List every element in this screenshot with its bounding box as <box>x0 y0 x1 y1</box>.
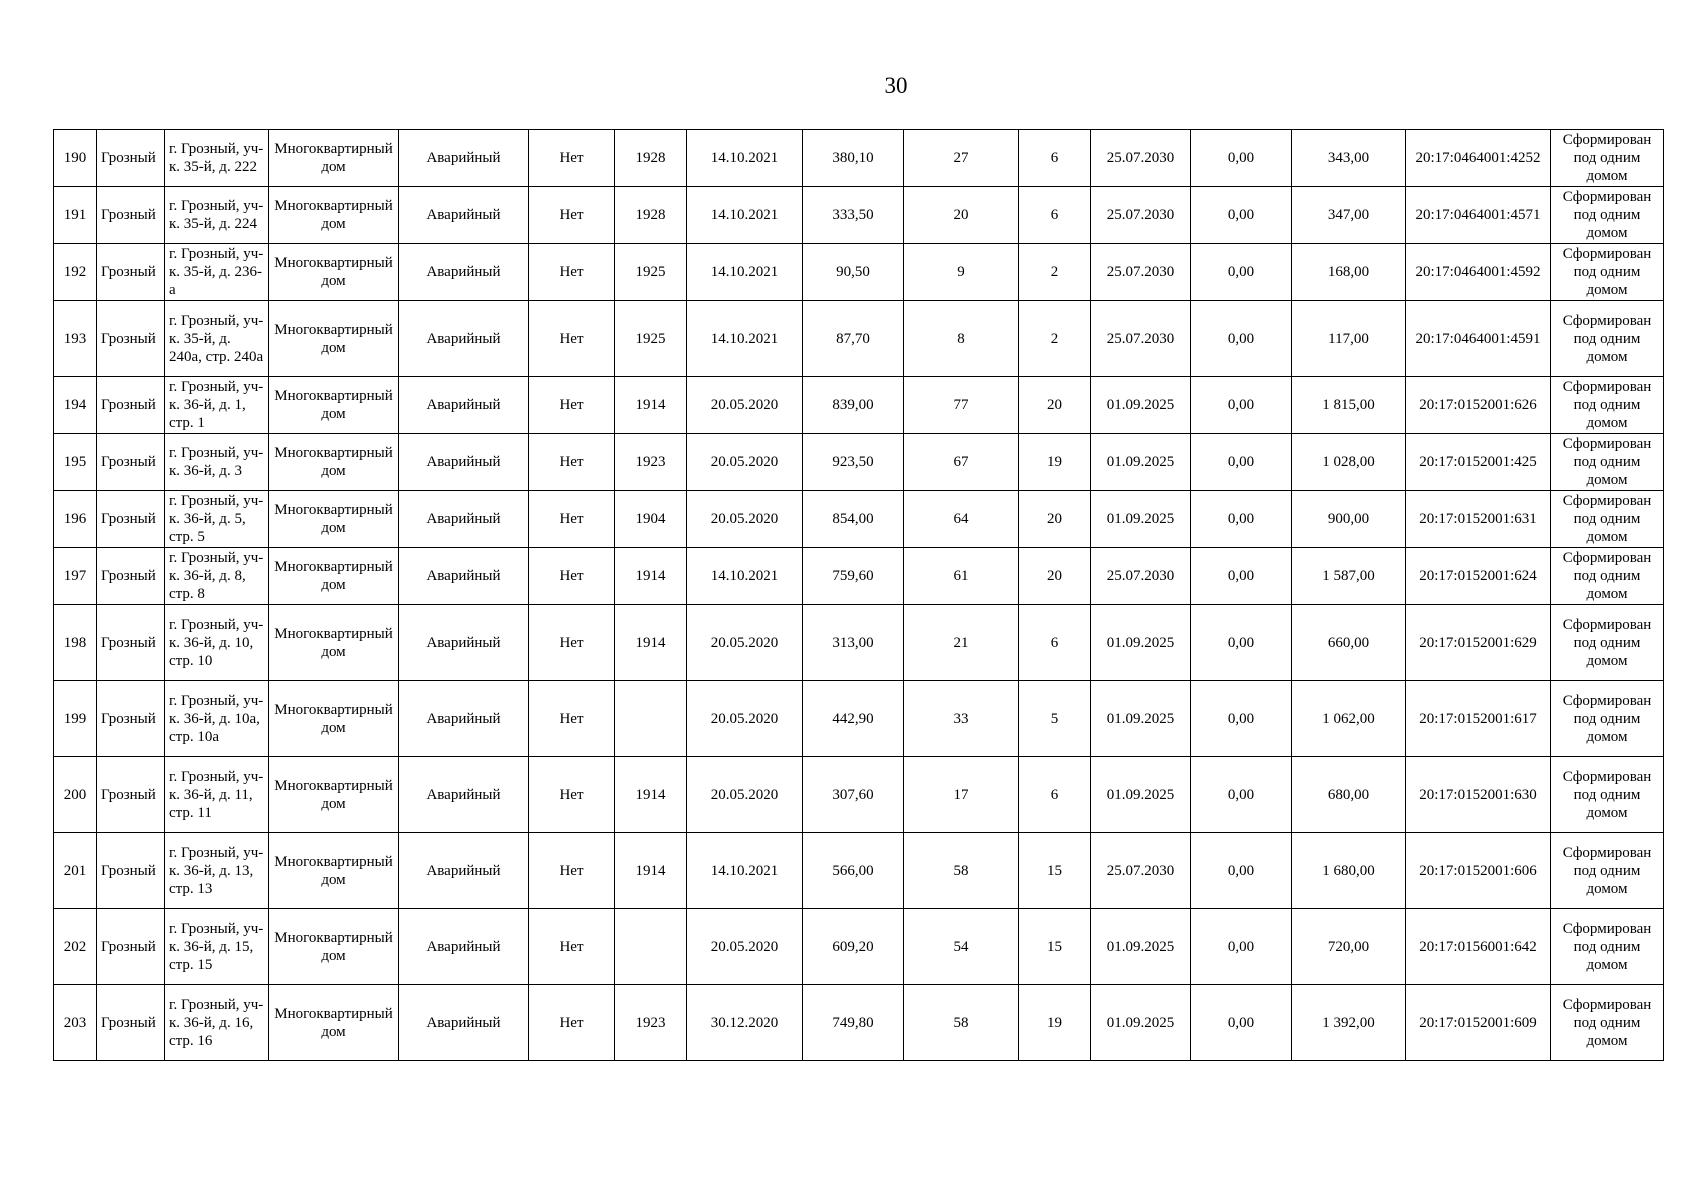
address: г. Грозный, уч-к. 36-й, д. 5, стр. 5 <box>165 491 269 548</box>
cadastral-number: 20:17:0152001:425 <box>1406 434 1551 491</box>
year-built <box>615 681 687 757</box>
value1: 0,00 <box>1191 434 1292 491</box>
year-built: 1914 <box>615 833 687 909</box>
area: 333,50 <box>803 187 904 244</box>
value2: 720,00 <box>1292 909 1406 985</box>
area: 923,50 <box>803 434 904 491</box>
table-row <box>54 548 1664 605</box>
residents: 20 <box>904 187 1019 244</box>
condition: Аварийный <box>399 434 529 491</box>
deadline: 01.09.2025 <box>1091 605 1191 681</box>
land-status: Сформирован под одним домом <box>1551 605 1664 681</box>
recognition-date: 20.05.2020 <box>687 909 803 985</box>
row-number: 191 <box>54 187 97 244</box>
area: 442,90 <box>803 681 904 757</box>
deadline: 01.09.2025 <box>1091 909 1191 985</box>
address: г. Грозный, уч-к. 36-й, д. 13, стр. 13 <box>165 833 269 909</box>
city: Грозный <box>97 681 165 757</box>
house-type: Многоквартирный дом <box>269 605 399 681</box>
house-type: Многоквартирный дом <box>269 757 399 833</box>
flag: Нет <box>529 681 615 757</box>
deadline: 01.09.2025 <box>1091 491 1191 548</box>
area: 87,70 <box>803 301 904 377</box>
value2: 1 680,00 <box>1292 833 1406 909</box>
year-built: 1914 <box>615 757 687 833</box>
city: Грозный <box>97 434 165 491</box>
value1: 0,00 <box>1191 491 1292 548</box>
deadline: 25.07.2030 <box>1091 130 1191 187</box>
address: г. Грозный, уч-к. 35-й, д. 224 <box>165 187 269 244</box>
value2: 680,00 <box>1292 757 1406 833</box>
address: г. Грозный, уч-к. 36-й, д. 3 <box>165 434 269 491</box>
address: г. Грозный, уч-к. 35-й, д. 222 <box>165 130 269 187</box>
address: г. Грозный, уч-к. 35-й, д. 240а, стр. 240а <box>165 301 269 377</box>
apartments: 20 <box>1019 377 1091 434</box>
land-status: Сформирован под одним домом <box>1551 681 1664 757</box>
land-status: Сформирован под одним домом <box>1551 491 1664 548</box>
condition: Аварийный <box>399 377 529 434</box>
table-row <box>54 187 1664 244</box>
cadastral-number: 20:17:0152001:609 <box>1406 985 1551 1061</box>
value1: 0,00 <box>1191 681 1292 757</box>
value2: 1 028,00 <box>1292 434 1406 491</box>
value1: 0,00 <box>1191 548 1292 605</box>
table-row <box>54 909 1664 985</box>
city: Грозный <box>97 377 165 434</box>
deadline: 01.09.2025 <box>1091 681 1191 757</box>
area: 854,00 <box>803 491 904 548</box>
recognition-date: 20.05.2020 <box>687 605 803 681</box>
table-row <box>54 985 1664 1061</box>
table-row <box>54 605 1664 681</box>
house-type: Многоквартирный дом <box>269 244 399 301</box>
cadastral-number: 20:17:0464001:4571 <box>1406 187 1551 244</box>
table-row <box>54 130 1664 187</box>
house-type: Многоквартирный дом <box>269 681 399 757</box>
apartments: 20 <box>1019 548 1091 605</box>
table-body <box>54 130 1664 1061</box>
city: Грозный <box>97 985 165 1061</box>
cadastral-number: 20:17:0152001:631 <box>1406 491 1551 548</box>
condition: Аварийный <box>399 244 529 301</box>
residents: 8 <box>904 301 1019 377</box>
cadastral-number: 20:17:0152001:626 <box>1406 377 1551 434</box>
deadline: 01.09.2025 <box>1091 434 1191 491</box>
value2: 660,00 <box>1292 605 1406 681</box>
deadline: 01.09.2025 <box>1091 757 1191 833</box>
house-type: Многоквартирный дом <box>269 187 399 244</box>
house-type: Многоквартирный дом <box>269 548 399 605</box>
land-status: Сформирован под одним домом <box>1551 909 1664 985</box>
address: г. Грозный, уч-к. 36-й, д. 15, стр. 15 <box>165 909 269 985</box>
value1: 0,00 <box>1191 833 1292 909</box>
table-row <box>54 377 1664 434</box>
house-type: Многоквартирный дом <box>269 301 399 377</box>
table-row <box>54 244 1664 301</box>
recognition-date: 20.05.2020 <box>687 757 803 833</box>
table-row <box>54 491 1664 548</box>
area: 380,10 <box>803 130 904 187</box>
year-built: 1923 <box>615 985 687 1061</box>
residents: 77 <box>904 377 1019 434</box>
apartments: 6 <box>1019 187 1091 244</box>
recognition-date: 20.05.2020 <box>687 491 803 548</box>
deadline: 01.09.2025 <box>1091 985 1191 1061</box>
cadastral-number: 20:17:0152001:606 <box>1406 833 1551 909</box>
recognition-date: 14.10.2021 <box>687 244 803 301</box>
deadline: 25.07.2030 <box>1091 244 1191 301</box>
residents: 64 <box>904 491 1019 548</box>
house-type: Многоквартирный дом <box>269 833 399 909</box>
cadastral-number: 20:17:0152001:630 <box>1406 757 1551 833</box>
value1: 0,00 <box>1191 244 1292 301</box>
house-type: Многоквартирный дом <box>269 909 399 985</box>
condition: Аварийный <box>399 187 529 244</box>
city: Грозный <box>97 833 165 909</box>
area: 313,00 <box>803 605 904 681</box>
apartments: 5 <box>1019 681 1091 757</box>
condition: Аварийный <box>399 605 529 681</box>
row-number: 190 <box>54 130 97 187</box>
cadastral-number: 20:17:0464001:4591 <box>1406 301 1551 377</box>
city: Грозный <box>97 301 165 377</box>
recognition-date: 20.05.2020 <box>687 681 803 757</box>
city: Грозный <box>97 548 165 605</box>
flag: Нет <box>529 434 615 491</box>
value1: 0,00 <box>1191 605 1292 681</box>
apartments: 6 <box>1019 605 1091 681</box>
city: Грозный <box>97 130 165 187</box>
condition: Аварийный <box>399 301 529 377</box>
value1: 0,00 <box>1191 187 1292 244</box>
cadastral-number: 20:17:0152001:624 <box>1406 548 1551 605</box>
value1: 0,00 <box>1191 985 1292 1061</box>
value2: 1 392,00 <box>1292 985 1406 1061</box>
condition: Аварийный <box>399 833 529 909</box>
land-status: Сформирован под одним домом <box>1551 833 1664 909</box>
condition: Аварийный <box>399 757 529 833</box>
condition: Аварийный <box>399 985 529 1061</box>
recognition-date: 14.10.2021 <box>687 187 803 244</box>
house-type: Многоквартирный дом <box>269 434 399 491</box>
year-built: 1928 <box>615 187 687 244</box>
address: г. Грозный, уч-к. 36-й, д. 11, стр. 11 <box>165 757 269 833</box>
apartments: 20 <box>1019 491 1091 548</box>
value2: 117,00 <box>1292 301 1406 377</box>
row-number: 200 <box>54 757 97 833</box>
page-number: 30 <box>884 73 908 98</box>
address: г. Грозный, уч-к. 36-й, д. 16, стр. 16 <box>165 985 269 1061</box>
year-built: 1904 <box>615 491 687 548</box>
flag: Нет <box>529 605 615 681</box>
value2: 168,00 <box>1292 244 1406 301</box>
condition: Аварийный <box>399 491 529 548</box>
city: Грозный <box>97 757 165 833</box>
house-type: Многоквартирный дом <box>269 491 399 548</box>
flag: Нет <box>529 491 615 548</box>
land-status: Сформирован под одним домом <box>1551 187 1664 244</box>
flag: Нет <box>529 187 615 244</box>
cadastral-number: 20:17:0152001:629 <box>1406 605 1551 681</box>
year-built <box>615 909 687 985</box>
deadline: 25.07.2030 <box>1091 301 1191 377</box>
city: Грозный <box>97 605 165 681</box>
table-row <box>54 757 1664 833</box>
row-number: 201 <box>54 833 97 909</box>
recognition-date: 20.05.2020 <box>687 434 803 491</box>
city: Грозный <box>97 244 165 301</box>
row-number: 202 <box>54 909 97 985</box>
area: 566,00 <box>803 833 904 909</box>
deadline: 25.07.2030 <box>1091 548 1191 605</box>
address: г. Грозный, уч-к. 36-й, д. 10а, стр. 10а <box>165 681 269 757</box>
condition: Аварийный <box>399 548 529 605</box>
flag: Нет <box>529 833 615 909</box>
residents: 17 <box>904 757 1019 833</box>
row-number: 193 <box>54 301 97 377</box>
deadline: 01.09.2025 <box>1091 377 1191 434</box>
residents: 61 <box>904 548 1019 605</box>
flag: Нет <box>529 244 615 301</box>
residents: 33 <box>904 681 1019 757</box>
year-built: 1928 <box>615 130 687 187</box>
recognition-date: 14.10.2021 <box>687 548 803 605</box>
condition: Аварийный <box>399 130 529 187</box>
table-row <box>54 833 1664 909</box>
value1: 0,00 <box>1191 301 1292 377</box>
recognition-date: 14.10.2021 <box>687 833 803 909</box>
value1: 0,00 <box>1191 130 1292 187</box>
residents: 27 <box>904 130 1019 187</box>
area: 90,50 <box>803 244 904 301</box>
table-row <box>54 681 1664 757</box>
year-built: 1914 <box>615 377 687 434</box>
cadastral-number: 20:17:0464001:4592 <box>1406 244 1551 301</box>
apartments: 2 <box>1019 301 1091 377</box>
land-status: Сформирован под одним домом <box>1551 130 1664 187</box>
row-number: 203 <box>54 985 97 1061</box>
recognition-date: 30.12.2020 <box>687 985 803 1061</box>
city: Грозный <box>97 491 165 548</box>
land-status: Сформирован под одним домом <box>1551 244 1664 301</box>
housing-table <box>53 129 1664 1061</box>
table-row <box>54 434 1664 491</box>
table-row <box>54 301 1664 377</box>
apartments: 2 <box>1019 244 1091 301</box>
flag: Нет <box>529 985 615 1061</box>
flag: Нет <box>529 301 615 377</box>
year-built: 1923 <box>615 434 687 491</box>
land-status: Сформирован под одним домом <box>1551 301 1664 377</box>
residents: 21 <box>904 605 1019 681</box>
area: 307,60 <box>803 757 904 833</box>
recognition-date: 14.10.2021 <box>687 130 803 187</box>
land-status: Сформирован под одним домом <box>1551 434 1664 491</box>
city: Грозный <box>97 909 165 985</box>
year-built: 1914 <box>615 548 687 605</box>
row-number: 197 <box>54 548 97 605</box>
row-number: 199 <box>54 681 97 757</box>
cadastral-number: 20:17:0156001:642 <box>1406 909 1551 985</box>
row-number: 195 <box>54 434 97 491</box>
flag: Нет <box>529 548 615 605</box>
residents: 67 <box>904 434 1019 491</box>
apartments: 15 <box>1019 909 1091 985</box>
recognition-date: 20.05.2020 <box>687 377 803 434</box>
house-type: Многоквартирный дом <box>269 377 399 434</box>
apartments: 19 <box>1019 434 1091 491</box>
area: 759,60 <box>803 548 904 605</box>
year-built: 1925 <box>615 244 687 301</box>
address: г. Грозный, уч-к. 35-й, д. 236-а <box>165 244 269 301</box>
value2: 347,00 <box>1292 187 1406 244</box>
value2: 1 062,00 <box>1292 681 1406 757</box>
value1: 0,00 <box>1191 909 1292 985</box>
residents: 58 <box>904 985 1019 1061</box>
value1: 0,00 <box>1191 377 1292 434</box>
apartments: 19 <box>1019 985 1091 1061</box>
address: г. Грозный, уч-к. 36-й, д. 1, стр. 1 <box>165 377 269 434</box>
land-status: Сформирован под одним домом <box>1551 757 1664 833</box>
house-type: Многоквартирный дом <box>269 130 399 187</box>
row-number: 194 <box>54 377 97 434</box>
deadline: 25.07.2030 <box>1091 833 1191 909</box>
recognition-date: 14.10.2021 <box>687 301 803 377</box>
residents: 54 <box>904 909 1019 985</box>
row-number: 192 <box>54 244 97 301</box>
year-built: 1925 <box>615 301 687 377</box>
residents: 58 <box>904 833 1019 909</box>
apartments: 15 <box>1019 833 1091 909</box>
house-type: Многоквартирный дом <box>269 985 399 1061</box>
address: г. Грозный, уч-к. 36-й, д. 10, стр. 10 <box>165 605 269 681</box>
cadastral-number: 20:17:0464001:4252 <box>1406 130 1551 187</box>
condition: Аварийный <box>399 681 529 757</box>
area: 749,80 <box>803 985 904 1061</box>
cadastral-number: 20:17:0152001:617 <box>1406 681 1551 757</box>
value2: 1 815,00 <box>1292 377 1406 434</box>
city: Грозный <box>97 187 165 244</box>
residents: 9 <box>904 244 1019 301</box>
area: 839,00 <box>803 377 904 434</box>
deadline: 25.07.2030 <box>1091 187 1191 244</box>
land-status: Сформирован под одним домом <box>1551 377 1664 434</box>
apartments: 6 <box>1019 130 1091 187</box>
condition: Аварийный <box>399 909 529 985</box>
value2: 343,00 <box>1292 130 1406 187</box>
flag: Нет <box>529 909 615 985</box>
row-number: 196 <box>54 491 97 548</box>
value1: 0,00 <box>1191 757 1292 833</box>
apartments: 6 <box>1019 757 1091 833</box>
flag: Нет <box>529 757 615 833</box>
area: 609,20 <box>803 909 904 985</box>
flag: Нет <box>529 130 615 187</box>
value2: 1 587,00 <box>1292 548 1406 605</box>
flag: Нет <box>529 377 615 434</box>
land-status: Сформирован под одним домом <box>1551 548 1664 605</box>
land-status: Сформирован под одним домом <box>1551 985 1664 1061</box>
year-built: 1914 <box>615 605 687 681</box>
row-number: 198 <box>54 605 97 681</box>
address: г. Грозный, уч-к. 36-й, д. 8, стр. 8 <box>165 548 269 605</box>
value2: 900,00 <box>1292 491 1406 548</box>
